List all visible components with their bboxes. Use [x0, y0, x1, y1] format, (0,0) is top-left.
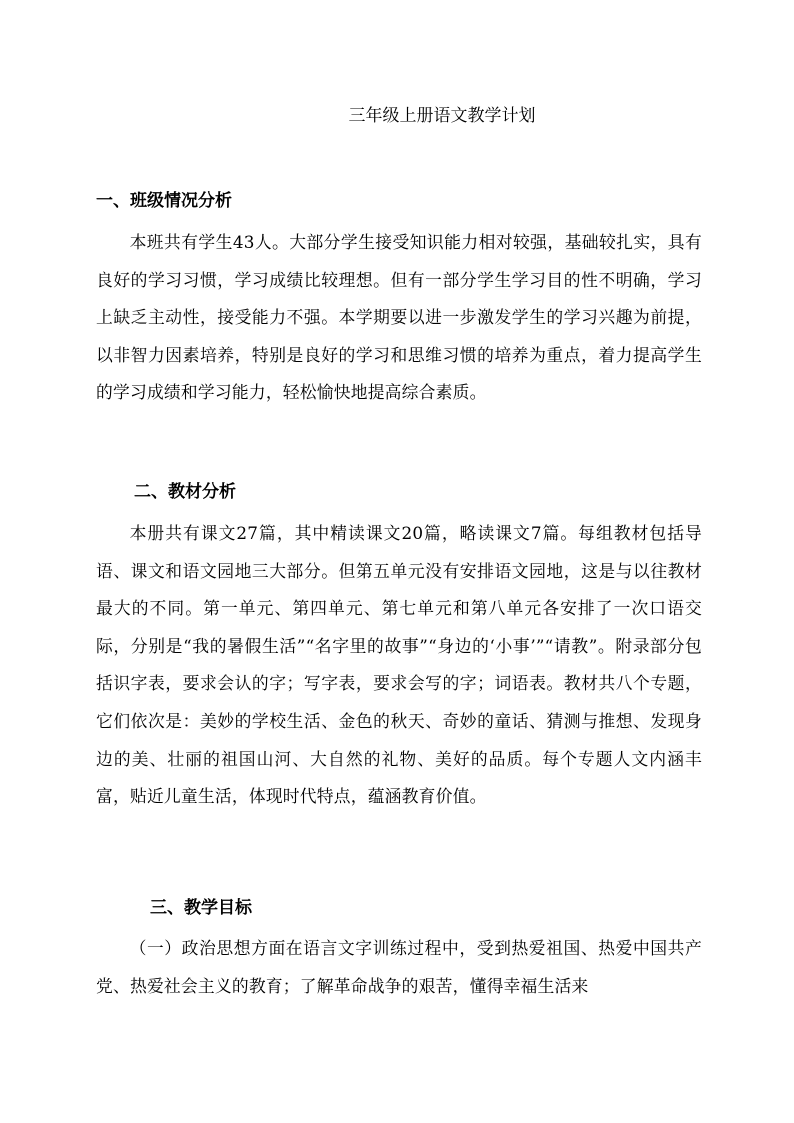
- document-title: 三年级上册语文教学计划: [348, 106, 536, 126]
- section-heading-class-analysis: 一、班级情况分析: [96, 191, 232, 211]
- section-paragraph-teaching-goals: （一）政治思想方面在语言文字训练过程中，受到热爱祖国、热爱中国共产党、热爱社会主义的教育；了解革命战争的艰苦，懂得幸福生活来: [96, 938, 702, 996]
- section-heading-teaching-goals: 三、教学目标: [150, 898, 252, 918]
- section-heading-textbook-analysis: 二、教材分析: [134, 482, 236, 502]
- section-paragraph-textbook-analysis: 本册共有课文27篇，其中精读课文20篇，略读课文7篇。每组教材包括导语、课文和语文园地三大部分。但第五单元没有安排语文园地，这是与以往教材最大的不同。第一单元、第四单元、第七单元和第八单元各安排了一次口语交际，分别是“我的暑假生活”“名字里的故事”“身边的‘小事’”“请教”。附录部分包括识字表，要求会认的字；写字表，要求会写的字；词语表。教材共八个专题，它们依次是：美妙的学校生活、金色的秋天、奇妙的童话、猜测与推想、发现身边的美、壮丽的祖国山河、大自然的礼物、美好的品质。每个专题人文内涵丰富，贴近儿童生活，体现时代特点，蕴涵教育价值。: [96, 523, 702, 807]
- section-paragraph-class-analysis: 本班共有学生43人。大部分学生接受知识能力相对较强，基础较扎实，具有良好的学习习惯，学习成绩比较理想。但有一部分学生学习目的性不明确，学习上缺乏主动性，接受能力不强。本学期要以进一步激发学生的学习兴趣为前提，以非智力因素培养，特别是良好的学习和思维习惯的培养为重点，着力提高学生的学习成绩和学习能力，轻松愉快地提高综合素质。: [96, 232, 702, 403]
